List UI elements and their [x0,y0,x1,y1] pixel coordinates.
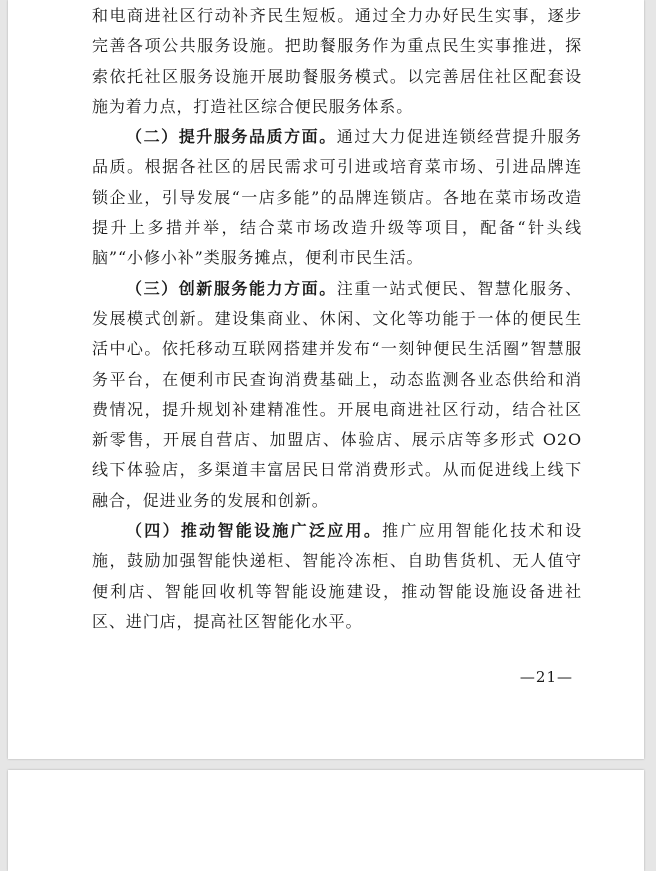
paragraph-continuation [92,0,582,122]
paragraph-smart-facilities [92,516,582,637]
section-heading: （二）提升服务品质方面。 [126,127,337,147]
paragraph-text: 注重一站式便民、智慧化服务、发展模式创新。建设集商业、休闲、文化等功能于一体的便民生活中心。依托移动互联网搭建并发布“一刻钟便民生活圈”智慧服务平台，在便利市民查询消费基础上，动态监测各业态供给和消费情况，提升规划补建精准性。开展电商进社区行动，结合社区新零售，开展自营店、加盟店、体验店、展示店等多形式 O2O 线下体验店，多渠道丰富居民日常消费形式。从而促进线上线下融合，促进业务的发展和创新。 [92,278,582,510]
paragraph-text: 推广应用智能化技术和设施，鼓励加强智能快递柜、智能冷冻柜、自助售货机、无人值守便利店、智能回收机等智能设施建设，推动智能设施设备进社区、进门店，提高社区智能化水平。 [92,521,582,631]
document-page-2 [8,770,644,871]
paragraph-text: 通过大力促进连锁经营提升服务品质。根据各社区的居民需求可引进或培育菜市场、引进品牌连锁企业，引导发展“一店多能”的品牌连锁店。各地在菜市场改造提升上多措并举，结合菜市场改造升级等项目，配备“针头线脑”“小修小补”类服务摊点，便利市民生活。 [92,127,582,268]
paragraph-service-quality [92,122,582,273]
page-body [92,0,582,637]
page-number: —21— [519,668,573,686]
section-heading: （四）推动智能设施广泛应用。 [126,521,383,541]
paragraph-text: 和电商进社区行动补齐民生短板。通过全力办好民生实事，逐步完善各项公共服务设施。把助餐服务作为重点民生实事推进，探索依托社区服务设施开展助餐服务模式。以完善居住社区配套设施为着力点，打造社区综合便民服务体系。 [92,6,582,116]
paragraph-service-innovation [92,274,582,516]
document-page-1 [8,0,644,759]
section-heading: （三）创新服务能力方面。 [126,278,337,298]
